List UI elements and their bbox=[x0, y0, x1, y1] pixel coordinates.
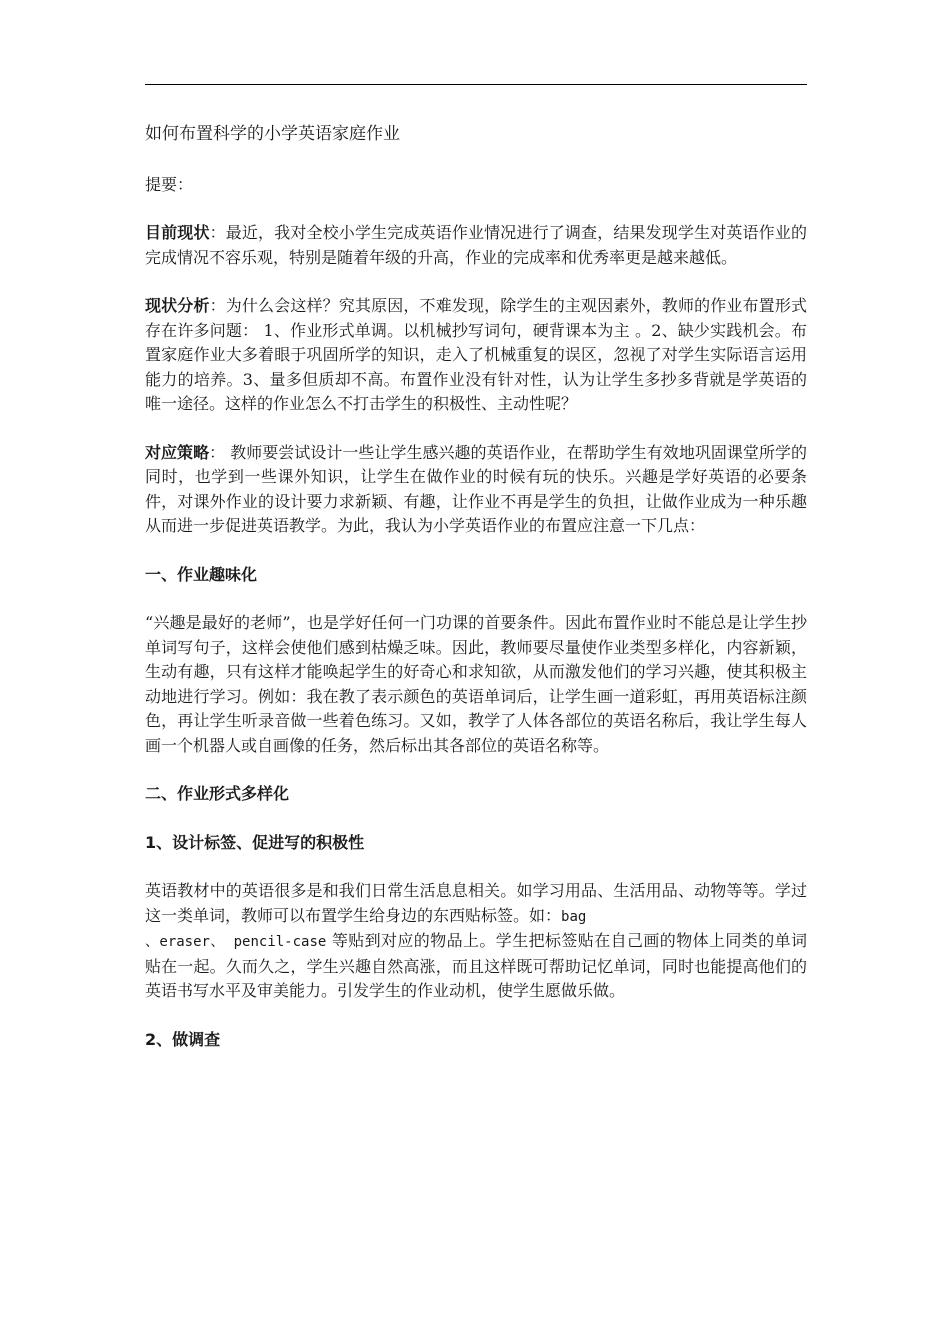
abstract-label: 提要： bbox=[145, 174, 194, 194]
analysis-label: 现状分析 bbox=[145, 296, 210, 315]
sub1-words-a: bag bbox=[561, 908, 587, 925]
situation-label: 目前现状 bbox=[145, 223, 210, 242]
section1-heading: 一、作业趣味化 bbox=[145, 564, 258, 584]
strategy-label: 对应策略 bbox=[145, 442, 210, 462]
strategy-paragraph bbox=[145, 441, 807, 539]
sub1-text-b: 等贴到对应的物品上。学生把标签贴在自己画的物体上同类的单词贴在一起。久而久之，学生兴趣自然高涨，而且这样既可帮助记忆单词，同时也能提高他们的英语书写水平及审美能力。引发学生的作业动机，使学生愿做乐做。 bbox=[145, 931, 808, 1000]
section2-heading: 二、作业形式多样化 bbox=[145, 784, 290, 803]
section1-paragraph: “兴趣是最好的老师”，也是学好任何一门功课的首要条件。因此布置作业时不能总是让学生抄单词写句子，这样会使他们感到枯燥乏味。因此，教师要尽量使作业类型多样化，内容新颖，生动有趣，只有这样才能唤起学生的好奇心和求知欲，从而激发他们的学习兴趣，使其积极主动地进行学习。例如：我在教了表示颜色的英语单词后，让学生画一道彩虹，再用英语标注颜色，再让学生听录音做一些着色练习。又如，教学了人体各部位的英语名称后，我让学生每人画一个机器人或自画像的任务，然后标出其各部位的英语名称等。 bbox=[145, 613, 807, 755]
document-title: 如何布置科学的小学英语家庭作业 bbox=[145, 124, 400, 144]
sub1-text-a: 英语教材中的英语很多是和我们日常生活息息相关。如学习用品、生活用品、动物等等。学过这一类单词，教师可以布置学生给身边的东西贴标签。如： bbox=[145, 881, 807, 925]
strategy-text: ： 教师要尝试设计一些让学生感兴趣的英语作业，在帮助学生有效地巩固课堂所学的同时，也学到一些课外知识，让学生在做作业的时候有玩的快乐。兴趣是学好英语的必要条件，对课外作业的设计要力求新颖、有趣，让作业不再是学生的负担，让做作业成为一种乐趣从而进一步促进英语教学。为此，我认为小学英语作业的布置应注意一下几点： bbox=[145, 442, 807, 535]
section2-sub1-paragraph bbox=[145, 879, 807, 1004]
analysis-paragraph bbox=[145, 294, 807, 417]
situation-paragraph bbox=[145, 221, 807, 270]
situation-text: ：最近，我对全校小学生完成英语作业情况进行了调查，结果发现学生对英语作业的完成情况不容乐观，特别是随着年级的升高，作业的完成率和优秀率更是越来越低。 bbox=[145, 223, 807, 267]
section2-sub1-heading: 1、设计标签、促进写的积极性 bbox=[145, 832, 365, 852]
sub1-words-b: 、eraser、 pencil-case bbox=[145, 934, 327, 950]
header-rule bbox=[145, 84, 807, 85]
section2-sub2-heading: 2、做调查 bbox=[145, 1029, 221, 1049]
analysis-text: ：为什么会这样？究其原因，不难发现，除学生的主观因素外，教师的作业布置形式存在许多问题： 1、作业形式单调。以机械抄写词句，硬背课本为主 。2、缺少实践机会。布置家庭作业大多着眼于巩固所学的知识，走入了机械重复的误区，忽视了对学生实际语言运用能力的培养。3、量多但质却不高。布置作业没有针对性，认为让学生多抄多背就是学英语的唯一途径。这样的作业怎么不打击学生的积极性、主动性呢？ bbox=[145, 296, 807, 413]
document-body bbox=[145, 122, 807, 1076]
